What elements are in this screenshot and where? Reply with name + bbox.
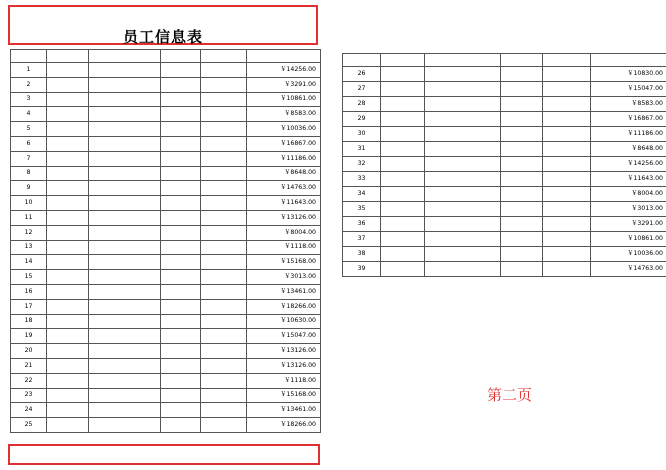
salary-cell: ￥15168.00	[247, 255, 321, 270]
employee-name-cell	[47, 344, 89, 359]
gender-cell	[501, 112, 543, 127]
salary-cell: ￥3013.00	[247, 270, 321, 285]
row-number-cell: 3	[11, 92, 47, 107]
salary-cell: ￥8004.00	[591, 187, 666, 202]
birth-date-cell	[89, 92, 161, 107]
gender-cell	[161, 255, 201, 270]
salary-cell: ￥14763.00	[247, 181, 321, 196]
table-row	[11, 329, 321, 344]
birth-date-cell	[89, 373, 161, 388]
gender-cell	[161, 122, 201, 137]
salary-cell: ￥8004.00	[247, 225, 321, 240]
education-cell	[201, 77, 247, 92]
education-cell	[201, 284, 247, 299]
gender-cell	[501, 262, 543, 277]
salary-cell: ￥11643.00	[247, 196, 321, 211]
employee-name-cell	[47, 166, 89, 181]
education-cell	[201, 403, 247, 418]
row-number-cell: 18	[11, 314, 47, 329]
birth-date-cell	[425, 202, 501, 217]
salary-cell: ￥13126.00	[247, 210, 321, 225]
row-number-cell: 17	[11, 299, 47, 314]
column-header	[11, 50, 47, 63]
birth-date-cell	[425, 157, 501, 172]
salary-cell: ￥8583.00	[591, 97, 666, 112]
table-row	[343, 67, 666, 82]
employee-name-cell	[381, 232, 425, 247]
employee-name-cell	[381, 202, 425, 217]
education-cell	[201, 358, 247, 373]
row-number-cell: 20	[11, 344, 47, 359]
table-row	[11, 255, 321, 270]
salary-cell: ￥8583.00	[247, 107, 321, 122]
birth-date-cell	[425, 97, 501, 112]
education-cell	[201, 63, 247, 78]
table-row	[11, 92, 321, 107]
gender-cell	[501, 217, 543, 232]
birth-date-cell	[89, 299, 161, 314]
row-number-cell: 2	[11, 77, 47, 92]
gender-cell	[161, 270, 201, 285]
employee-name-cell	[381, 262, 425, 277]
table-row	[11, 151, 321, 166]
employee-name-cell	[47, 122, 89, 137]
column-header	[501, 54, 543, 67]
row-number-cell: 25	[11, 418, 47, 433]
table-row	[343, 142, 666, 157]
employee-name-cell	[47, 314, 89, 329]
education-cell	[543, 157, 591, 172]
table-row	[343, 172, 666, 187]
education-cell	[201, 196, 247, 211]
employee-name-cell	[47, 299, 89, 314]
education-cell	[201, 255, 247, 270]
gender-cell	[161, 77, 201, 92]
gender-cell	[501, 172, 543, 187]
table-row	[11, 107, 321, 122]
employee-name-cell	[47, 373, 89, 388]
salary-cell: ￥16867.00	[247, 136, 321, 151]
table-row	[11, 270, 321, 285]
employee-name-cell	[47, 77, 89, 92]
education-cell	[201, 240, 247, 255]
employee-name-cell	[47, 63, 89, 78]
column-header	[89, 50, 161, 63]
salary-cell: ￥11186.00	[247, 151, 321, 166]
gender-cell	[161, 225, 201, 240]
education-cell	[201, 151, 247, 166]
education-cell	[201, 418, 247, 433]
education-cell	[201, 225, 247, 240]
row-number-cell: 36	[343, 217, 381, 232]
table-row	[343, 262, 666, 277]
education-cell	[543, 262, 591, 277]
education-cell	[543, 112, 591, 127]
table-header-row	[11, 50, 321, 63]
education-cell	[201, 373, 247, 388]
education-cell	[201, 122, 247, 137]
gender-cell	[161, 284, 201, 299]
salary-cell: ￥15168.00	[247, 388, 321, 403]
table-row	[11, 77, 321, 92]
birth-date-cell	[89, 136, 161, 151]
salary-cell: ￥13126.00	[247, 344, 321, 359]
gender-cell	[161, 151, 201, 166]
row-number-cell: 23	[11, 388, 47, 403]
gender-cell	[501, 247, 543, 262]
birth-date-cell	[425, 187, 501, 202]
row-number-cell: 15	[11, 270, 47, 285]
table-row	[343, 232, 666, 247]
row-number-cell: 38	[343, 247, 381, 262]
employee-name-cell	[47, 403, 89, 418]
table-row	[343, 157, 666, 172]
salary-cell: ￥10830.00	[591, 67, 666, 82]
employee-table-page-1	[10, 49, 321, 433]
gender-cell	[161, 329, 201, 344]
birth-date-cell	[425, 82, 501, 97]
table-row	[11, 225, 321, 240]
education-cell	[543, 127, 591, 142]
gender-cell	[161, 196, 201, 211]
employee-name-cell	[47, 210, 89, 225]
education-cell	[201, 270, 247, 285]
education-cell	[543, 142, 591, 157]
column-header	[161, 50, 201, 63]
gender-cell	[501, 157, 543, 172]
table-row	[11, 299, 321, 314]
birth-date-cell	[89, 344, 161, 359]
salary-cell: ￥14256.00	[591, 157, 666, 172]
row-number-cell: 9	[11, 181, 47, 196]
birth-date-cell	[89, 255, 161, 270]
gender-cell	[161, 63, 201, 78]
birth-date-cell	[425, 142, 501, 157]
salary-cell: ￥15047.00	[247, 329, 321, 344]
employee-name-cell	[47, 270, 89, 285]
employee-name-cell	[47, 388, 89, 403]
birth-date-cell	[425, 247, 501, 262]
education-cell	[201, 92, 247, 107]
column-header	[543, 54, 591, 67]
gender-cell	[161, 418, 201, 433]
birth-date-cell	[425, 67, 501, 82]
column-header	[247, 50, 321, 63]
table-row	[11, 388, 321, 403]
birth-date-cell	[425, 127, 501, 142]
employee-table-page-2	[342, 53, 666, 277]
employee-name-cell	[47, 255, 89, 270]
birth-date-cell	[89, 225, 161, 240]
table-row	[343, 187, 666, 202]
gender-cell	[161, 166, 201, 181]
row-number-cell: 22	[11, 373, 47, 388]
birth-date-cell	[89, 181, 161, 196]
birth-date-cell	[89, 329, 161, 344]
salary-cell: ￥16867.00	[591, 112, 666, 127]
employee-name-cell	[381, 67, 425, 82]
birth-date-cell	[89, 151, 161, 166]
education-cell	[201, 210, 247, 225]
row-number-cell: 26	[343, 67, 381, 82]
employee-name-cell	[47, 107, 89, 122]
gender-cell	[161, 314, 201, 329]
education-cell	[543, 67, 591, 82]
education-cell	[543, 172, 591, 187]
print-page-1	[0, 0, 330, 470]
birth-date-cell	[89, 196, 161, 211]
employee-name-cell	[381, 172, 425, 187]
row-number-cell: 37	[343, 232, 381, 247]
column-header	[381, 54, 425, 67]
birth-date-cell	[89, 403, 161, 418]
table-row	[11, 284, 321, 299]
education-cell	[201, 314, 247, 329]
gender-cell	[501, 67, 543, 82]
gender-cell	[501, 142, 543, 157]
birth-date-cell	[89, 166, 161, 181]
table-row	[11, 358, 321, 373]
gender-cell	[501, 202, 543, 217]
salary-cell: ￥10036.00	[591, 247, 666, 262]
page-footer-region	[8, 444, 320, 465]
gender-cell	[161, 299, 201, 314]
employee-name-cell	[47, 196, 89, 211]
education-cell	[543, 82, 591, 97]
salary-cell: ￥13461.00	[247, 403, 321, 418]
row-number-cell: 31	[343, 142, 381, 157]
birth-date-cell	[89, 270, 161, 285]
employee-name-cell	[47, 225, 89, 240]
birth-date-cell	[89, 314, 161, 329]
birth-date-cell	[89, 210, 161, 225]
employee-name-cell	[47, 181, 89, 196]
birth-date-cell	[89, 358, 161, 373]
table-row	[11, 210, 321, 225]
salary-cell: ￥14763.00	[591, 262, 666, 277]
gender-cell	[161, 107, 201, 122]
gender-cell	[501, 97, 543, 112]
row-number-cell: 24	[11, 403, 47, 418]
education-cell	[201, 181, 247, 196]
birth-date-cell	[89, 284, 161, 299]
gender-cell	[161, 344, 201, 359]
row-number-cell: 1	[11, 63, 47, 78]
column-header	[591, 54, 666, 67]
table-row	[11, 136, 321, 151]
education-cell	[201, 388, 247, 403]
education-cell	[543, 247, 591, 262]
table-row	[11, 240, 321, 255]
gender-cell	[161, 358, 201, 373]
education-cell	[543, 187, 591, 202]
table-header-row	[343, 54, 666, 67]
salary-cell: ￥10861.00	[591, 232, 666, 247]
employee-name-cell	[47, 240, 89, 255]
education-cell	[543, 97, 591, 112]
table-row	[343, 112, 666, 127]
row-number-cell: 27	[343, 82, 381, 97]
birth-date-cell	[89, 77, 161, 92]
row-number-cell: 34	[343, 187, 381, 202]
education-cell	[201, 136, 247, 151]
table-row	[343, 217, 666, 232]
row-number-cell: 32	[343, 157, 381, 172]
employee-name-cell	[381, 97, 425, 112]
table-row	[343, 97, 666, 112]
column-header	[47, 50, 89, 63]
salary-cell: ￥8648.00	[247, 166, 321, 181]
birth-date-cell	[89, 63, 161, 78]
row-number-cell: 30	[343, 127, 381, 142]
column-header	[425, 54, 501, 67]
employee-name-cell	[47, 136, 89, 151]
second-page-label: 第二页	[487, 386, 533, 404]
gender-cell	[501, 127, 543, 142]
birth-date-cell	[425, 262, 501, 277]
document-title: 员工信息表	[122, 28, 203, 46]
birth-date-cell	[89, 240, 161, 255]
salary-cell: ￥1118.00	[247, 373, 321, 388]
employee-name-cell	[47, 151, 89, 166]
employee-name-cell	[47, 284, 89, 299]
employee-name-cell	[381, 217, 425, 232]
table-row	[11, 63, 321, 78]
row-number-cell: 13	[11, 240, 47, 255]
row-number-cell: 33	[343, 172, 381, 187]
education-cell	[201, 344, 247, 359]
employee-name-cell	[381, 142, 425, 157]
birth-date-cell	[425, 172, 501, 187]
education-cell	[201, 107, 247, 122]
employee-name-cell	[381, 127, 425, 142]
birth-date-cell	[425, 112, 501, 127]
row-number-cell: 29	[343, 112, 381, 127]
gender-cell	[161, 373, 201, 388]
birth-date-cell	[89, 122, 161, 137]
table-row	[343, 127, 666, 142]
salary-cell: ￥14256.00	[247, 63, 321, 78]
gender-cell	[161, 136, 201, 151]
table-row	[11, 418, 321, 433]
education-cell	[201, 299, 247, 314]
gender-cell	[501, 82, 543, 97]
employee-name-cell	[47, 418, 89, 433]
row-number-cell: 11	[11, 210, 47, 225]
table-row	[11, 314, 321, 329]
employee-name-cell	[381, 247, 425, 262]
birth-date-cell	[89, 418, 161, 433]
table-row	[11, 403, 321, 418]
gender-cell	[501, 187, 543, 202]
salary-cell: ￥1118.00	[247, 240, 321, 255]
row-number-cell: 39	[343, 262, 381, 277]
education-cell	[543, 232, 591, 247]
salary-cell: ￥11186.00	[591, 127, 666, 142]
table-row	[11, 166, 321, 181]
employee-name-cell	[47, 329, 89, 344]
table-row	[343, 82, 666, 97]
salary-cell: ￥3013.00	[591, 202, 666, 217]
table-row	[11, 344, 321, 359]
birth-date-cell	[425, 232, 501, 247]
salary-cell: ￥13126.00	[247, 358, 321, 373]
gender-cell	[161, 240, 201, 255]
row-number-cell: 14	[11, 255, 47, 270]
employee-name-cell	[47, 358, 89, 373]
salary-cell: ￥18266.00	[247, 299, 321, 314]
salary-cell: ￥15047.00	[591, 82, 666, 97]
page-header-region	[8, 5, 318, 45]
column-header	[201, 50, 247, 63]
education-cell	[543, 217, 591, 232]
education-cell	[201, 329, 247, 344]
row-number-cell: 8	[11, 166, 47, 181]
table-row	[11, 122, 321, 137]
employee-name-cell	[47, 92, 89, 107]
row-number-cell: 19	[11, 329, 47, 344]
salary-cell: ￥8648.00	[591, 142, 666, 157]
row-number-cell: 16	[11, 284, 47, 299]
row-number-cell: 6	[11, 136, 47, 151]
birth-date-cell	[89, 107, 161, 122]
salary-cell: ￥11643.00	[591, 172, 666, 187]
gender-cell	[161, 181, 201, 196]
salary-cell: ￥3291.00	[591, 217, 666, 232]
birth-date-cell	[89, 388, 161, 403]
employee-name-cell	[381, 187, 425, 202]
salary-cell: ￥3291.00	[247, 77, 321, 92]
education-cell	[201, 166, 247, 181]
employee-name-cell	[381, 82, 425, 97]
gender-cell	[161, 403, 201, 418]
gender-cell	[161, 388, 201, 403]
employee-name-cell	[381, 157, 425, 172]
gender-cell	[161, 210, 201, 225]
salary-cell: ￥13461.00	[247, 284, 321, 299]
row-number-cell: 7	[11, 151, 47, 166]
salary-cell: ￥10630.00	[247, 314, 321, 329]
salary-cell: ￥10036.00	[247, 122, 321, 137]
row-number-cell: 10	[11, 196, 47, 211]
column-header	[343, 54, 381, 67]
birth-date-cell	[425, 217, 501, 232]
row-number-cell: 5	[11, 122, 47, 137]
table-row	[11, 196, 321, 211]
table-row	[11, 181, 321, 196]
gender-cell	[501, 232, 543, 247]
row-number-cell: 28	[343, 97, 381, 112]
employee-name-cell	[381, 112, 425, 127]
row-number-cell: 12	[11, 225, 47, 240]
table-row	[343, 247, 666, 262]
education-cell	[543, 202, 591, 217]
table-row	[343, 202, 666, 217]
table-row	[11, 373, 321, 388]
salary-cell: ￥10861.00	[247, 92, 321, 107]
row-number-cell: 35	[343, 202, 381, 217]
salary-cell: ￥18266.00	[247, 418, 321, 433]
row-number-cell: 4	[11, 107, 47, 122]
row-number-cell: 21	[11, 358, 47, 373]
gender-cell	[161, 92, 201, 107]
